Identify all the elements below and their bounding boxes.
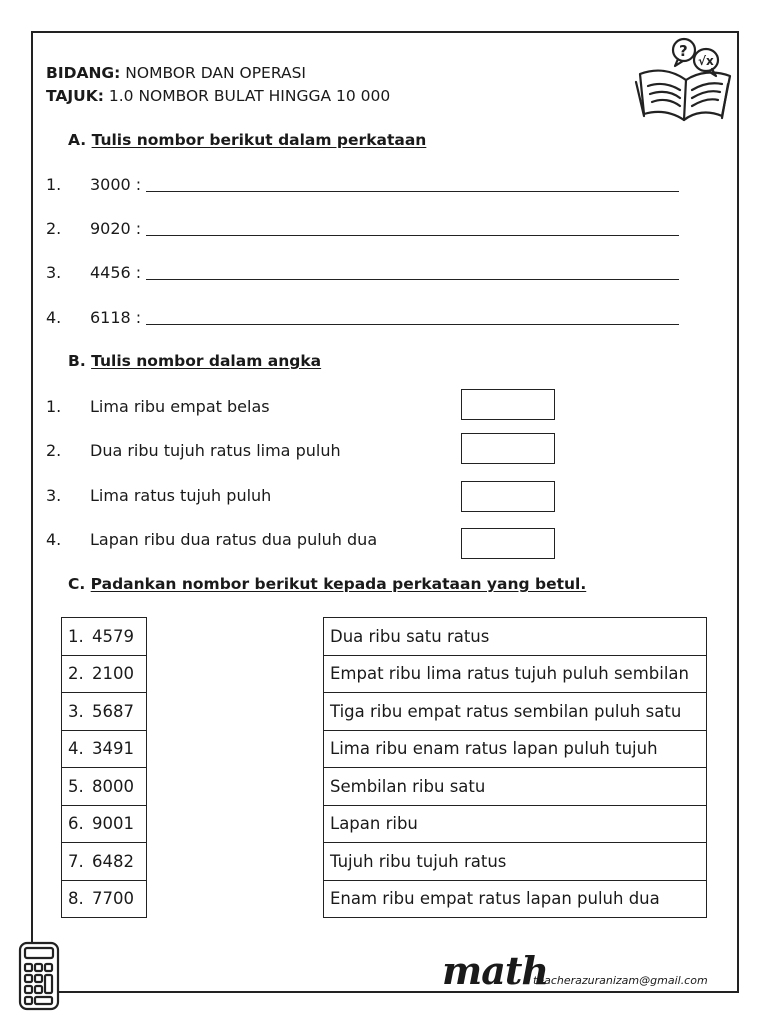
section-a-value-4: 6118 :	[90, 308, 142, 327]
section-c-title	[68, 575, 586, 593]
section-b-num-4: 4.	[46, 530, 62, 549]
table-row	[62, 880, 147, 918]
section-c-heading: Padankan nombor berikut kepada perkataan yang betul.	[90, 575, 587, 593]
number-cell[interactable]	[62, 618, 147, 656]
section-b-letter: B.	[68, 352, 86, 370]
answer-box-b4[interactable]	[461, 528, 555, 559]
bidang-value: NOMBOR DAN OPERASI	[125, 64, 306, 82]
word-cell[interactable]: Sembilan ribu satu	[324, 768, 707, 806]
number-value: 2100	[92, 664, 134, 684]
table-row	[62, 730, 147, 768]
number-index: 3.	[68, 701, 84, 721]
bidang-label: BIDANG:	[46, 64, 121, 82]
number-cell[interactable]	[62, 655, 147, 693]
number-index: 2.	[68, 664, 84, 684]
math-logo: math	[442, 948, 549, 993]
table-row	[62, 655, 147, 693]
number-cell[interactable]	[62, 880, 147, 918]
answer-line-a2[interactable]	[146, 235, 679, 236]
table-row	[62, 693, 147, 731]
number-value: 9001	[92, 814, 134, 834]
table-row	[62, 843, 147, 881]
table-row	[62, 768, 147, 806]
word-cell[interactable]: Enam ribu empat ratus lapan puluh dua	[324, 880, 707, 918]
table-row	[324, 768, 707, 806]
svg-text:?: ?	[679, 42, 688, 60]
tajuk-value: 1.0 NOMBOR BULAT HINGGA 10 000	[108, 87, 391, 105]
section-b-text-2: Dua ribu tujuh ratus lima puluh	[90, 441, 341, 460]
table-row	[324, 880, 707, 918]
answer-box-b3[interactable]	[461, 481, 555, 512]
number-cell[interactable]	[62, 730, 147, 768]
word-cell[interactable]: Lapan ribu	[324, 805, 707, 843]
header-tajuk	[46, 86, 390, 106]
section-b-num-3: 3.	[46, 486, 62, 505]
footer-email: teacherazuranizam@gmail.com	[533, 974, 708, 987]
number-cell[interactable]	[62, 805, 147, 843]
number-value: 4579	[92, 626, 134, 646]
section-a-value-1: 3000 :	[90, 175, 142, 194]
number-value: 5687	[92, 701, 134, 721]
answer-line-a3[interactable]	[146, 279, 679, 280]
table-row	[324, 730, 707, 768]
answer-box-b2[interactable]	[461, 433, 555, 464]
section-b-title	[68, 352, 321, 370]
calculator-icon	[16, 940, 62, 1012]
section-b-num-2: 2.	[46, 441, 62, 460]
header-bidang	[46, 63, 306, 83]
number-value: 8000	[92, 776, 134, 796]
section-b-text-4: Lapan ribu dua ratus dua puluh dua	[90, 530, 378, 549]
table-row	[324, 805, 707, 843]
section-a-num-1: 1.	[46, 175, 62, 194]
open-book-math-icon	[632, 36, 736, 128]
section-b-text-3: Lima ratus tujuh puluh	[90, 486, 272, 505]
table-row	[324, 655, 707, 693]
word-cell[interactable]: Lima ribu enam ratus lapan puluh tujuh	[324, 730, 707, 768]
section-a-num-4: 4.	[46, 308, 62, 327]
answer-line-a1[interactable]	[146, 191, 679, 192]
section-b-text-1: Lima ribu empat belas	[90, 397, 270, 416]
number-cell[interactable]	[62, 843, 147, 881]
table-row	[324, 693, 707, 731]
number-index: 7.	[68, 851, 84, 871]
numbers-table	[61, 617, 147, 918]
section-a-value-3: 4456 :	[90, 263, 142, 282]
table-row	[324, 618, 707, 656]
number-value: 3491	[92, 739, 134, 759]
number-index: 5.	[68, 776, 84, 796]
svg-text:√x: √x	[698, 54, 714, 68]
number-value: 7700	[92, 889, 134, 909]
answer-box-b1[interactable]	[461, 389, 555, 420]
word-cell[interactable]: Tiga ribu empat ratus sembilan puluh satu	[324, 693, 707, 731]
number-index: 8.	[68, 889, 84, 909]
word-cell[interactable]: Tujuh ribu tujuh ratus	[324, 843, 707, 881]
number-cell[interactable]	[62, 693, 147, 731]
section-b-num-1: 1.	[46, 397, 62, 416]
table-row	[62, 618, 147, 656]
words-table	[323, 617, 707, 918]
section-c-letter: C.	[68, 575, 86, 593]
word-cell[interactable]: Empat ribu lima ratus tujuh puluh sembilan	[324, 655, 707, 693]
answer-line-a4[interactable]	[146, 324, 679, 325]
number-index: 1.	[68, 626, 84, 646]
section-a-letter: A.	[68, 131, 87, 149]
number-index: 4.	[68, 739, 84, 759]
table-row	[62, 805, 147, 843]
section-a-title	[68, 131, 426, 149]
section-a-heading: Tulis nombor berikut dalam perkataan	[91, 131, 427, 149]
number-cell[interactable]	[62, 768, 147, 806]
section-b-heading: Tulis nombor dalam angka	[91, 352, 322, 370]
word-cell[interactable]: Dua ribu satu ratus	[324, 618, 707, 656]
number-index: 6.	[68, 814, 84, 834]
section-a-value-2: 9020 :	[90, 219, 142, 238]
tajuk-label: TAJUK:	[46, 87, 104, 105]
table-row	[324, 843, 707, 881]
number-value: 6482	[92, 851, 134, 871]
section-a-num-2: 2.	[46, 219, 62, 238]
section-a-num-3: 3.	[46, 263, 62, 282]
